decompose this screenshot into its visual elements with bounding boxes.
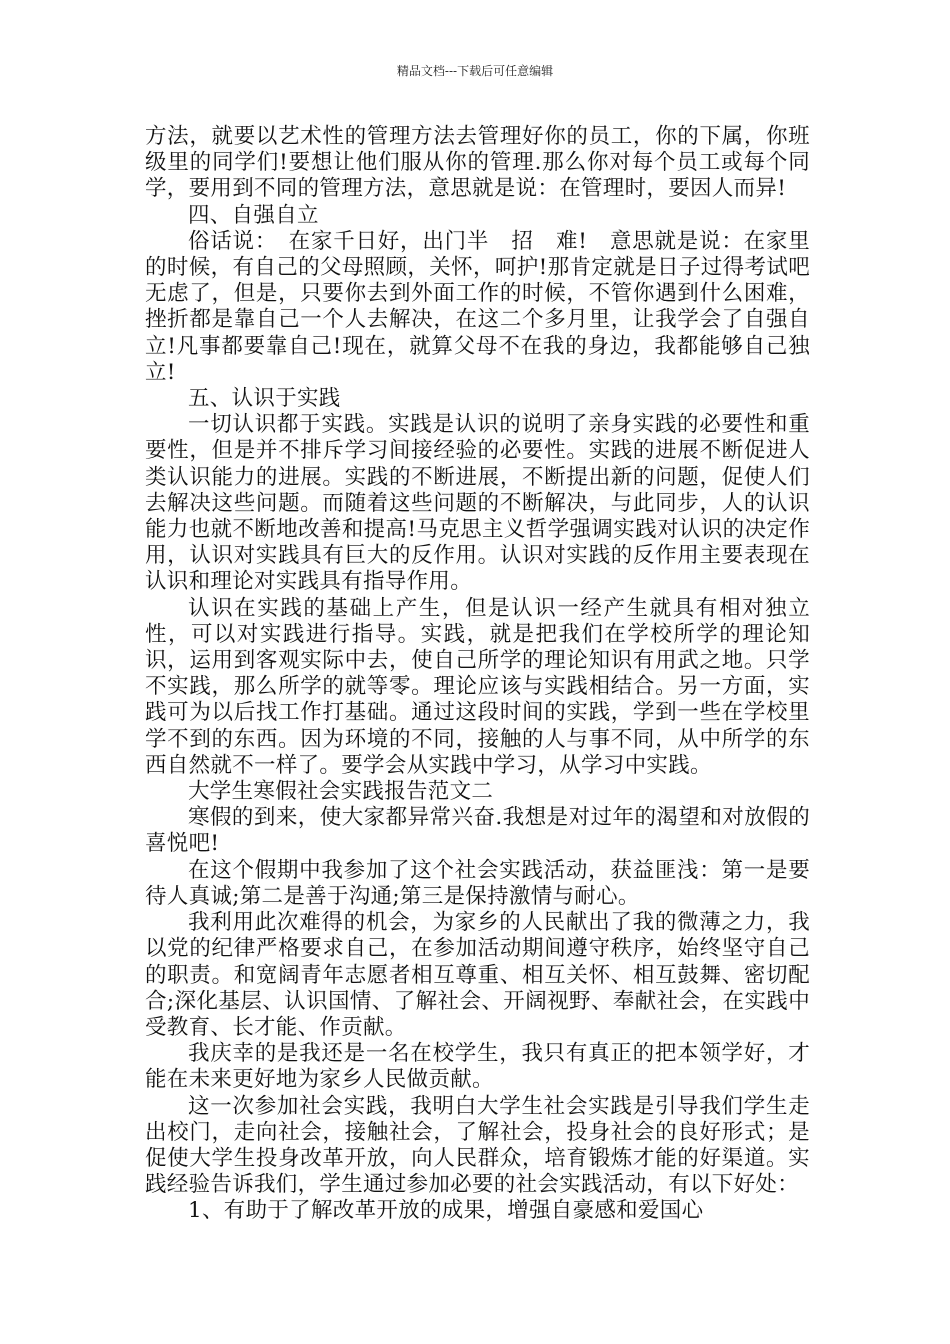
paragraph-practice-1: 一切认识都于实践。实践是认识的说明了亲身实践的必要性和重要性，但是并不排斥学习间接经验的必要性。实践的进展不断促进人类认识能力的进展。实践的不断进展，不断提出新的问题，促使人们去解决这些问题。而随着这些问题的不断解决，与此同步，人的认识能力也就不断地改善和提高!马克思主义哲学强调实践对认识的决定作用，认识对实践具有巨大的反作用。认识对实践的反作用主要表现在认识和理论对实践具有指导作用。: [145, 412, 810, 595]
paragraph-practice-2: 认识在实践的基础上产生，但是认识一经产生就具有相对独立性，可以对实践进行指导。实践，就是把我们在学校所学的理论知识，运用到客观实际中去，使自己所学的理论知识有用武之地。只学不实践，那么所学的就等零。理论应该与实践相结合。另一方面，实践可为以后找工作打基础。通过这段时间的实践，学到一些在学校里学不到的东西。因为环境的不同，接触的人与事不同，从中所学的东西自然就不一样了。要学会从实践中学习，从学习中实践。: [145, 595, 810, 778]
section-heading-practice: 五、认识于实践: [188, 386, 341, 412]
paragraph-management: 方法，就要以艺术性的管理方法去管理好你的员工，你的下属，你班级里的同学们!要想让他们服从你的管理.那么你对每个员工或每个同学，要用到不同的管理方法，意思就是说：在管理时，要因人而异!: [145, 124, 810, 202]
paragraph-self-reliance: 俗话说： 在家千日好，出门半 招 难! 意思就是说：在家里的时候，有自己的父母照顾，关怀，呵护!那肯定就是日子过得考试吧无虑了，但是，只要你去到外面工作的时候，不管你遇到什么困难，挫折都是靠自己一个人去解决，在这二个多月里，让我学会了自强自立!凡事都要靠自己!现在，就算父母不在我的身边，我都能够自己独立!: [145, 228, 810, 385]
paragraph-contribution: 我利用此次难得的机会，为家乡的人民献出了我的微薄之力，我以党的纪律严格要求自己，在参加活动期间遵守秩序，始终坚守自己的职责。和宽阔青年志愿者相互尊重、相互关怀、相互鼓舞、密切配合;深化基层、认识国情、了解社会、开阔视野、奉献社会，在实践中受教育、长才能、作贡献。: [145, 910, 810, 1040]
section-heading-self-reliance: 四、自强自立: [188, 202, 319, 228]
paragraph-student: 我庆幸的是我还是一名在校学生，我只有真正的把本领学好，才能在未来更好地为家乡人民做贡献。: [145, 1041, 810, 1093]
paragraph-social-practice: 这一次参加社会实践，我明白大学生社会实践是引导我们学生走出校门，走向社会，接触社会，了解社会，投身社会的良好形式；是促使大学生投身改革开放，向人民群众，培育锻炼才能的好渠道。实践经验告诉我们，学生通过参加必要的社会实践活动，有以下好处：: [145, 1093, 810, 1198]
paragraph-gains: 在这个假期中我参加了这个社会实践活动，获益匪浅：第一是要待人真诚;第二是善于沟通;第三是保持激情与耐心。: [145, 857, 810, 909]
section-heading-report-two: 大学生寒假社会实践报告范文二: [188, 779, 494, 805]
document-body: [145, 124, 810, 1225]
paragraph-winter-break: 寒假的到来，使大家都异常兴奋.我想是对过年的渴望和对放假的喜悦吧!: [145, 805, 810, 857]
page-header: 精品文档---下载后可任意编辑: [396, 64, 554, 78]
list-item-benefit-1: 1、有助于了解改革开放的成果，增强自豪感和爱国心: [188, 1198, 704, 1224]
